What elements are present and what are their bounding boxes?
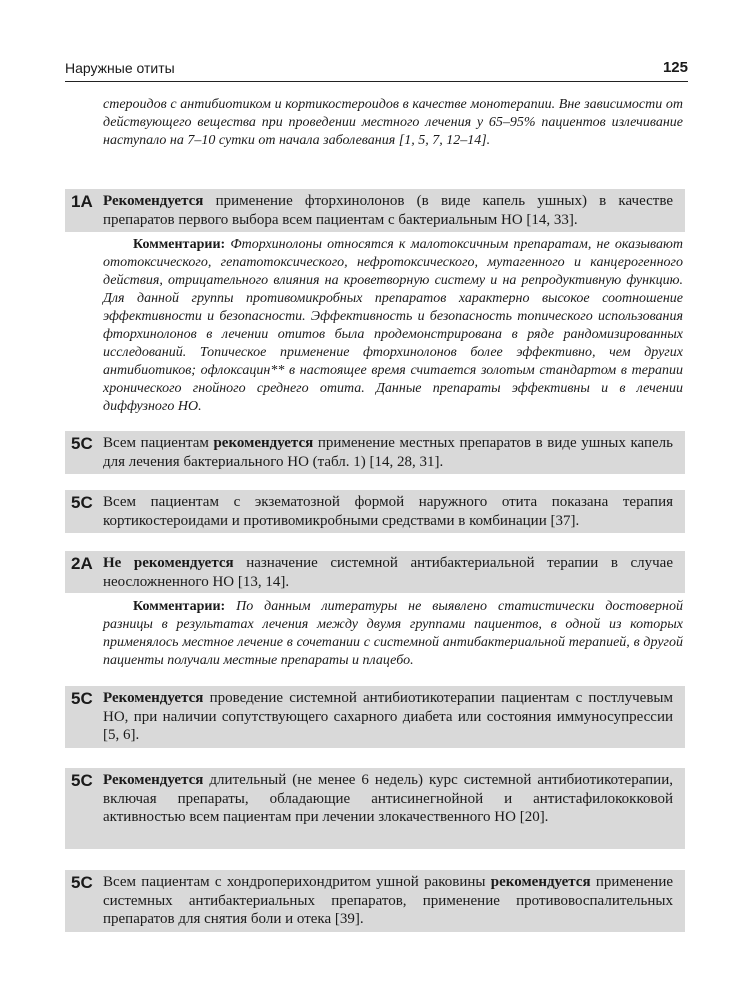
evidence-grade: 1A (71, 192, 93, 211)
comment-label: Комментарии: (133, 237, 226, 252)
recommendation-text: Рекомендуется применение фторхинолонов (в виде капель ушных) в качестве препаратов первого выбора всем пациентам с бактериальным НО [14, 33]. (103, 193, 673, 228)
running-header (65, 57, 688, 82)
recommendation-box (65, 686, 685, 748)
evidence-grade: 5C (71, 873, 93, 892)
recommendation-box (65, 870, 685, 932)
evidence-grade: 5C (71, 493, 93, 512)
page-number: 125 (662, 59, 688, 76)
recommendation-box (65, 551, 685, 593)
recommendation-text: Рекомендуется проведение системной антибиотикотерапии пациентам с постлучевым НО, при наличии сопутствующего сахарного диабета или состояния иммуносупрессии [5, 6]. (103, 690, 673, 743)
recommendation-box (65, 189, 685, 232)
evidence-grade: 2A (71, 554, 93, 573)
comment-text: Фторхинолоны относятся к малотоксичным препаратам, не оказывают ототоксического, гепатотоксического, нефротоксического, мутагенного и канцерогенного действия, отрицательного влияния на кроветворную систему и на репродуктивную функцию. Для данной группы противомикробных препаратов характерно высокое соотношение эффективности и безопасности. Эффективность и безопасность топического использования фторхинолонов в лечении отитов была продемонстрирована в ряде рандомизированных исследований. Топическое применение фторхинолонов более эффективно, чем других антибиотиков; офлоксацин** в настоящее время считается золотым стандартом в терапии хронического гнойного среднего отита. Данные препараты эффективны и в лечении диффузного НО. (103, 237, 684, 414)
recommendation-text: Рекомендуется длительный (не менее 6 недель) курс системной антибиотикотерапии, включая препараты, обладающие антисинегнойной и антистафилококковой активностью всем пациентам при лечении злокачественного НО [20]. (103, 772, 673, 825)
recommendation-text: Не рекомендуется назначение системной антибактериальной терапии в случае неосложненного НО [13, 14]. (103, 555, 673, 590)
recommendation-box (65, 490, 685, 533)
comment-text: По данным литературы не выявлено статистически достоверной разницы в результатах лечения между двумя группами пациентов, в одной из которых применялось местное лечение в сочетании с системной антибактериальной терапией, в другой пациенты получали местные препараты и плацебо. (103, 599, 683, 668)
intro-paragraph: стероидов с антибиотиком и кортикостероидов в качестве монотерапии. Вне зависимости от действующего вещества при проведении местного лечения у 65–95% пациентов излечивание наступало на 7–10 сутки от начала заболевания [1, 5, 7, 12–14]. (103, 97, 683, 148)
recommendation-box (65, 431, 685, 474)
recommendation-box (65, 768, 685, 849)
comment-label: Комментарии: (133, 599, 226, 614)
evidence-grade: 5C (71, 434, 93, 453)
evidence-grade: 5C (71, 771, 93, 790)
comment-block (103, 236, 683, 416)
comment-block (103, 598, 683, 670)
recommendation-text: Всем пациентам с экзематозной формой наружного отита показана терапия кортикостероидами и противомикробными средствами в комбинации [37]. (103, 494, 673, 529)
evidence-grade: 5C (71, 689, 93, 708)
recommendation-text: Всем пациентам с хондроперихондритом ушной раковины рекомендуется применение системных антибактериальных препаратов, применение противовоспалительных препаратов для снятия боли и отека [39]. (103, 874, 674, 927)
recommendation-text: Всем пациентам рекомендуется применение местных препаратов в виде ушных капель для лечения бактериального НО (табл. 1) [14, 28, 31]. (103, 435, 673, 470)
section-title: Наружные отиты (65, 60, 175, 76)
